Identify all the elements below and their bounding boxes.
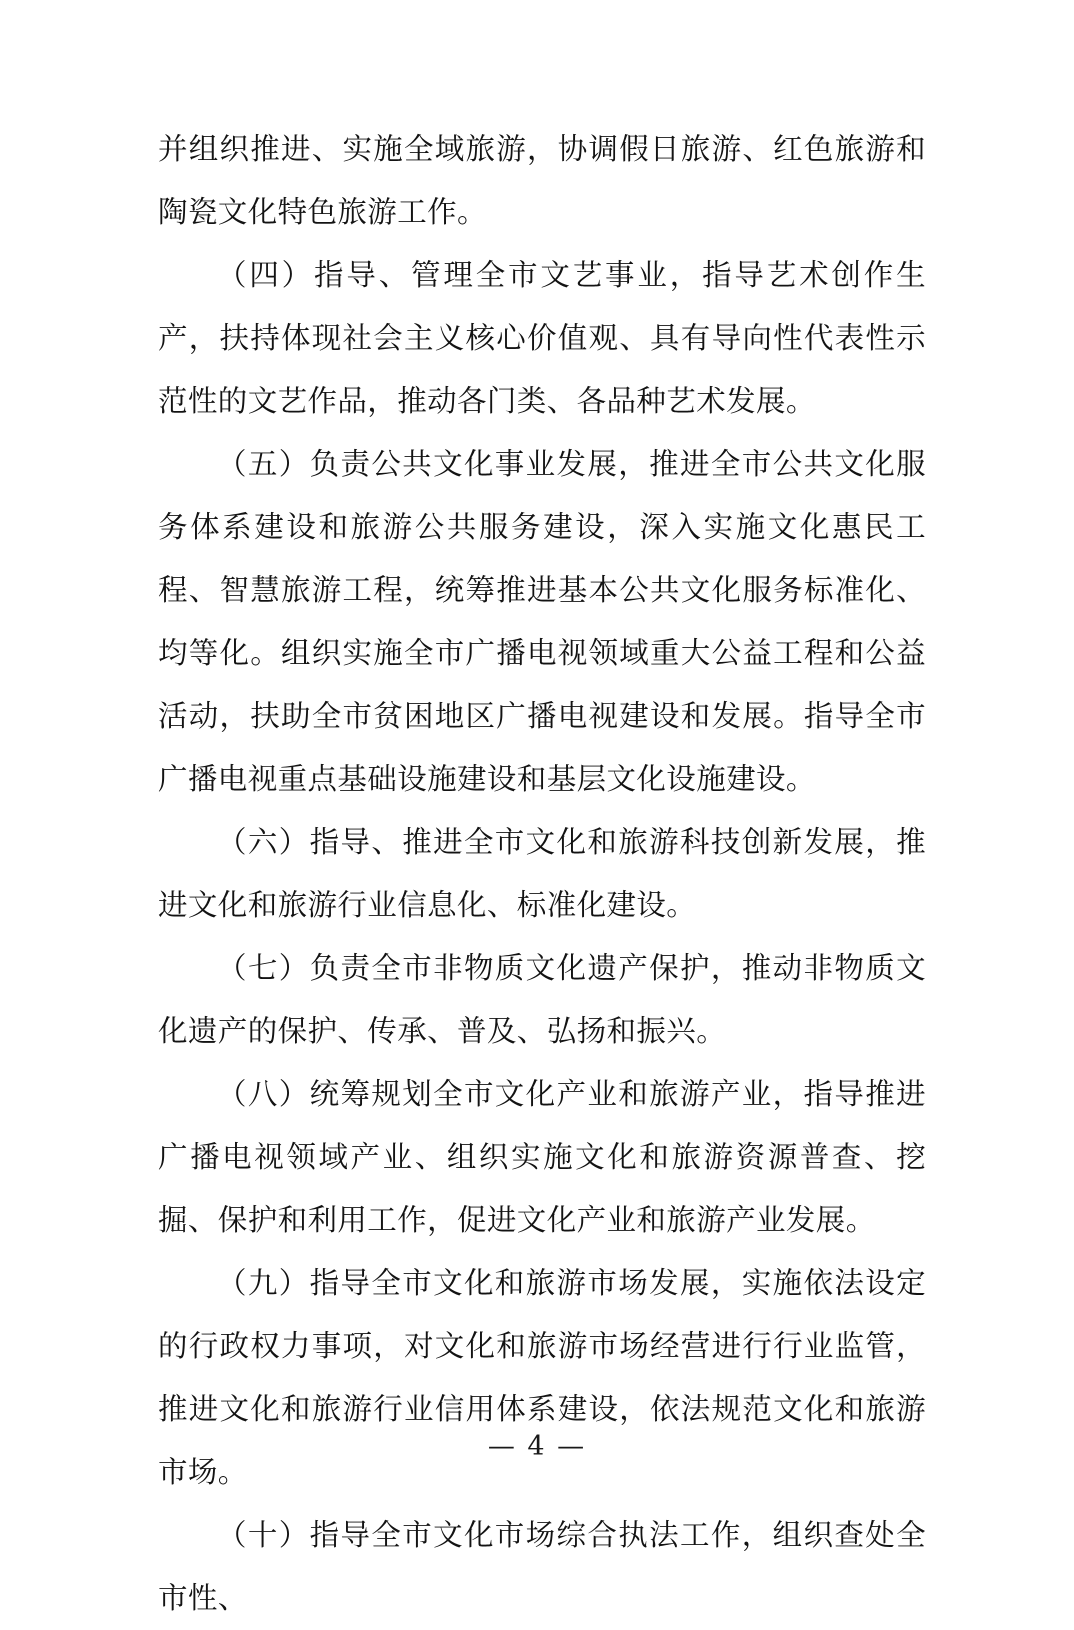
- paragraph-item-9: （九）指导全市文化和旅游市场发展，实施依法设定的行政权力事项，对文化和旅游市场经营进行行业监管，推进文化和旅游行业信用体系建设，依法规范文化和旅游市场。: [158, 1266, 926, 1489]
- paragraph-item-6: （六）指导、推进全市文化和旅游科技创新发展，推进文化和旅游行业信息化、标准化建设。: [158, 825, 926, 922]
- page-number: — 4 —: [487, 1431, 587, 1462]
- paragraph-item-8: （八）统筹规划全市文化产业和旅游产业，指导推进广播电视领域产业、组织实施文化和旅游资源普查、挖掘、保护和利用工作，促进文化产业和旅游产业发展。: [158, 1077, 926, 1237]
- document-body: [158, 118, 926, 1630]
- paragraph-item-5: （五）负责公共文化事业发展，推进全市公共文化服务体系建设和旅游公共服务建设，深入实施文化惠民工程、智慧旅游工程，统筹推进基本公共文化服务标准化、均等化。组织实施全市广播电视领域重大公益工程和公益活动，扶助全市贫困地区广播电视建设和发展。指导全市广播电视重点基础设施建设和基层文化设施建设。: [158, 447, 926, 796]
- paragraph-item-7: （七）负责全市非物质文化遗产保护，推动非物质文化遗产的保护、传承、普及、弘扬和振兴。: [158, 951, 926, 1048]
- paragraph-item-10: （十）指导全市文化市场综合执法工作，组织查处全市性、: [158, 1518, 926, 1615]
- paragraph-item-4: （四）指导、管理全市文艺事业，指导艺术创作生产，扶持体现社会主义核心价值观、具有导向性代表性示范性的文艺作品，推动各门类、各品种艺术发展。: [158, 258, 926, 418]
- paragraph-continued: 并组织推进、实施全域旅游，协调假日旅游、红色旅游和陶瓷文化特色旅游工作。: [158, 132, 926, 229]
